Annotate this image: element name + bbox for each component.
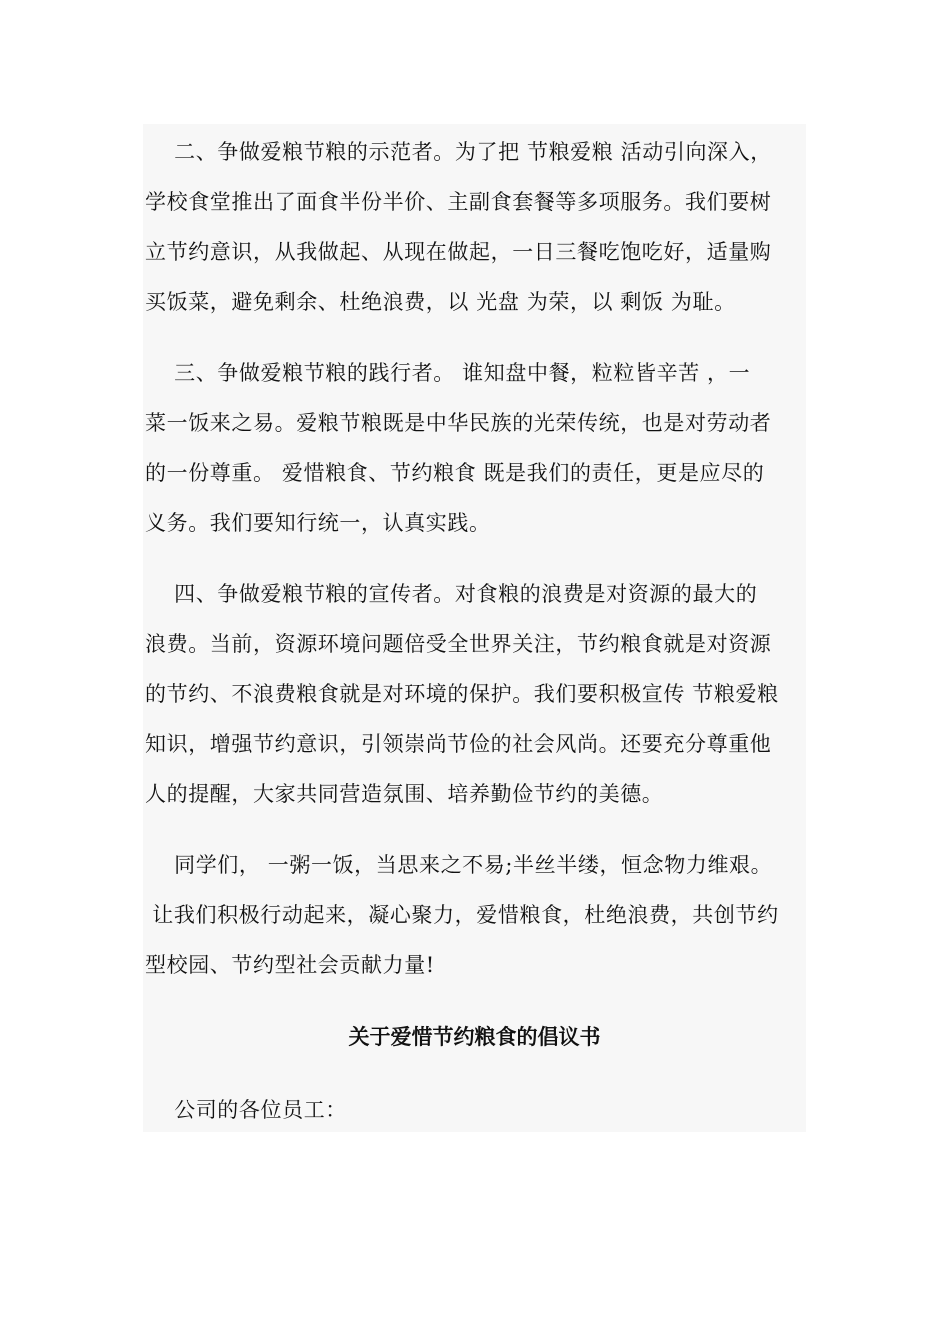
paragraph-1-line-3: 立节约意识，从我做起、从现在做起，一日三餐吃饱吃好，适量购 bbox=[145, 240, 772, 264]
paragraph-2-line-2: 菜一饭来之易。爱粮节粮既是中华民族的光荣传统，也是对劳动者 bbox=[145, 411, 772, 435]
paragraph-2-line-3: 的一份尊重。 爱惜粮食、节约粮食 既是我们的责任，更是应尽的 bbox=[145, 461, 765, 485]
paragraph-2-line-1: 三、争做爱粮节粮的践行者。 谁知盘中餐，粒粒皆辛苦 ，一 bbox=[145, 361, 751, 385]
paragraph-2-line-4: 义务。我们要知行统一，认真实践。 bbox=[145, 511, 491, 535]
paragraph-3-line-4: 知识，增强节约意识，引领崇尚节俭的社会风尚。还要充分尊重他 bbox=[145, 732, 772, 756]
salutation: 公司的各位员工： bbox=[145, 1098, 347, 1122]
paragraph-4-line-3: 型校园、节约型社会贡献力量! bbox=[145, 953, 435, 977]
paragraph-1-line-1: 二、争做爱粮节粮的示范者。为了把 节粮爱粮 活动引向深入， bbox=[145, 140, 772, 164]
paragraph-3-line-1: 四、争做爱粮节粮的宣传者。对食粮的浪费是对资源的最大的 bbox=[145, 582, 758, 606]
paragraph-1-line-2: 学校食堂推出了面食半份半价、主副食套餐等多项服务。我们要树 bbox=[145, 190, 772, 214]
paragraph-4-line-1: 同学们， 一粥一饭，当思来之不易;半丝半缕，恒念物力维艰。 bbox=[145, 853, 773, 877]
paragraph-3-line-3: 的节约、不浪费粮食就是对环境的保护。我们要积极宣传 节粮爱粮 bbox=[145, 682, 779, 706]
paragraph-4-line-2: 让我们积极行动起来，凝心聚力，爱惜粮食，杜绝浪费，共创节约 bbox=[145, 903, 779, 927]
paragraph-1-line-4: 买饭菜，避免剩余、杜绝浪费，以 光盘 为荣，以 剩饭 为耻。 bbox=[145, 290, 736, 314]
paragraph-3-line-2: 浪费。当前，资源环境问题倍受全世界关注，节约粮食就是对资源 bbox=[145, 632, 772, 656]
paragraph-3-line-5: 人的提醒，大家共同营造氛围、培养勤俭节约的美德。 bbox=[145, 782, 664, 806]
document-title: 关于爱惜节约粮食的倡议书 bbox=[348, 1024, 601, 1049]
